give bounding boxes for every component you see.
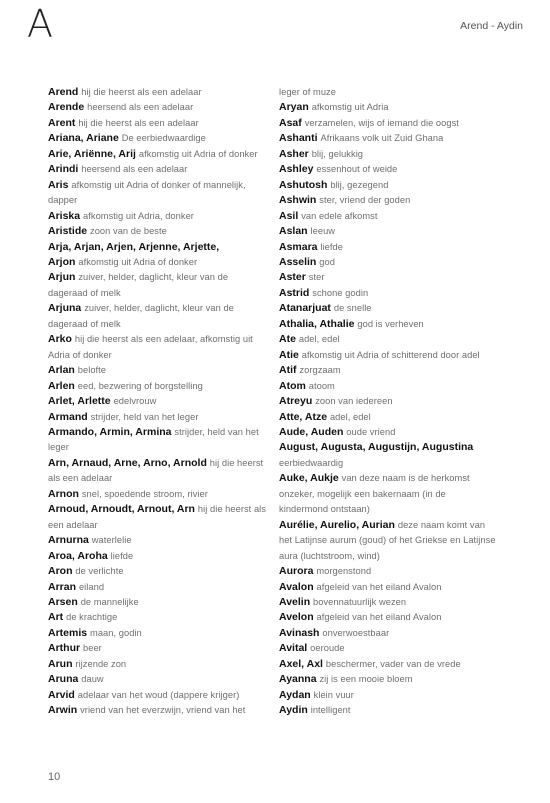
entry-name: Athalia, Athalie xyxy=(279,317,355,330)
entry-meaning: atoom xyxy=(308,380,335,391)
page-letter: A xyxy=(27,2,53,46)
entry-name: Arvid xyxy=(48,688,75,701)
entry-name: Arend xyxy=(48,86,79,98)
name-entry xyxy=(279,286,497,301)
entry-meaning: rijzende zon xyxy=(75,658,127,669)
entry-name: August, Augusta, Augustijn, Augustina xyxy=(279,441,474,454)
name-entry xyxy=(48,672,266,687)
entry-name: Armando, Armin, Armina xyxy=(48,425,172,438)
entry-meaning: van edele afkomst xyxy=(301,210,378,221)
entry-name: Art xyxy=(48,611,64,624)
name-entry xyxy=(279,270,497,285)
name-entry xyxy=(48,487,266,502)
name-entry xyxy=(279,410,497,425)
name-entry xyxy=(279,131,497,146)
name-entry xyxy=(279,178,497,193)
entry-meaning: dauw xyxy=(81,674,104,685)
entry-meaning: zuiver, helder, daglicht, kleur van de dageraad of melk xyxy=(48,303,234,329)
entry-name: Aron xyxy=(48,565,73,578)
entry-name: Avalon xyxy=(279,580,314,593)
name-entry xyxy=(279,440,497,471)
name-entry xyxy=(279,332,497,347)
entry-name: Arjun xyxy=(48,271,76,284)
entry-meaning: afgeleid van het eiland Avalon xyxy=(316,612,442,623)
name-entry xyxy=(48,332,266,363)
entry-name: Asmara xyxy=(279,240,318,253)
name-entry xyxy=(48,580,266,595)
entry-meaning: hij die heerst als een adelaar, afkomstig uit Adria of donker xyxy=(48,334,253,360)
entry-meaning: blij, gezegend xyxy=(330,179,389,190)
entry-meaning: van deze naam is de herkomst onzeker, mogelijk een bakernaam (in de kindermond ontstaan) xyxy=(279,473,470,515)
entry-meaning: de krachtige xyxy=(66,612,118,623)
entry-meaning: eiland xyxy=(78,581,105,592)
name-entry xyxy=(48,255,266,270)
name-entry xyxy=(279,348,497,363)
entry-meaning: vriend van het everzwijn, vriend van het xyxy=(80,705,246,716)
entry-name: Atie xyxy=(279,348,299,361)
entry-meaning: Afrikaans volk uit Zuid Ghana xyxy=(320,133,444,144)
entry-name: Atte, Atze xyxy=(279,410,328,423)
entry-name: Arn, Arnaud, Arne, Arno, Arnold xyxy=(48,456,207,469)
name-entry xyxy=(279,209,497,224)
entry-name: Ashley xyxy=(279,163,314,176)
entry-name: Aryan xyxy=(279,101,309,114)
name-entry xyxy=(279,641,497,656)
entry-name: Arnon xyxy=(48,487,79,500)
entry-name: Aurora xyxy=(279,565,314,578)
name-entry xyxy=(48,178,266,209)
entry-name: Arnurna xyxy=(48,534,89,547)
name-entry xyxy=(48,688,266,703)
name-entry xyxy=(48,626,266,641)
name-entry xyxy=(279,471,497,517)
entry-meaning: verzamelen, wijs of iemand die oogst xyxy=(304,117,459,128)
name-entry xyxy=(48,533,266,548)
entry-name: Artemis xyxy=(48,626,88,639)
entry-meaning: god is verheven xyxy=(357,318,424,329)
running-head: Arend - Aydin xyxy=(460,20,523,32)
name-entry xyxy=(279,147,497,162)
entry-name: Arindi xyxy=(48,163,79,176)
name-entry xyxy=(48,224,266,239)
entry-meaning: strijder, held van het leger xyxy=(90,411,199,422)
entry-name: Arie, Ariënne, Arij xyxy=(48,147,136,160)
name-entry xyxy=(48,703,266,718)
name-entry xyxy=(279,363,497,378)
entry-name: Arjon xyxy=(48,255,76,268)
entry-name: Atreyu xyxy=(279,395,313,408)
entry-name: Ayanna xyxy=(279,673,317,686)
name-entry xyxy=(48,502,266,533)
name-entry xyxy=(279,626,497,641)
entry-meaning: beer xyxy=(83,643,102,654)
entry-meaning: afkomstig uit Adria of donker xyxy=(138,148,258,159)
name-entry xyxy=(48,162,266,177)
entry-name: Atom xyxy=(279,379,306,392)
name-entry xyxy=(48,549,266,564)
entry-name: Asselin xyxy=(279,255,317,268)
entry-name: Aude, Auden xyxy=(279,425,344,438)
name-entry xyxy=(48,270,266,301)
entry-name: Avital xyxy=(279,642,308,655)
entry-meaning: heersend als een adelaar xyxy=(81,164,188,175)
entry-name: Arjuna xyxy=(48,302,82,315)
entry-meaning: intelligent xyxy=(310,705,351,716)
left-column xyxy=(48,85,266,719)
name-entry xyxy=(48,595,266,610)
name-entry xyxy=(279,224,497,239)
entry-meaning: hij die heerst als een adelaar xyxy=(78,117,199,128)
entry-name: Arnoud, Arnoudt, Arnout, Arn xyxy=(48,503,195,516)
entry-meaning: snel, spoedende stroom, rivier xyxy=(81,488,208,499)
entry-name: Aydin xyxy=(279,704,308,717)
name-entry xyxy=(279,162,497,177)
name-entry xyxy=(279,379,497,394)
entry-meaning: heersend als een adelaar xyxy=(87,102,194,113)
entry-name: Auke, Aukje xyxy=(279,472,339,485)
entry-name: Asil xyxy=(279,209,299,222)
entry-name: Arende xyxy=(48,101,85,114)
name-entry xyxy=(279,595,497,610)
entry-name: Arent xyxy=(48,116,76,129)
name-entry xyxy=(279,116,497,131)
name-entry xyxy=(48,425,266,456)
entry-meaning: adel, edel xyxy=(329,411,371,422)
name-entry xyxy=(279,301,497,316)
entry-meaning: morgenstond xyxy=(316,566,372,577)
entry-name: Arwin xyxy=(48,704,78,717)
name-entry xyxy=(48,85,266,100)
entry-meaning: essenhout of weide xyxy=(316,164,398,175)
entry-name: Ariska xyxy=(48,209,81,222)
entry-meaning: eed, bezwering of borgstelling xyxy=(77,380,203,391)
entry-name: Atif xyxy=(279,364,297,377)
entry-meaning: blij, gelukkig xyxy=(311,148,364,159)
entry-name: Ashwin xyxy=(279,194,317,207)
entry-meaning: De eerbiedwaardige xyxy=(121,133,206,144)
entry-name: Aslan xyxy=(279,225,308,238)
entry-meaning: de mannelijke xyxy=(80,596,139,607)
entry-meaning: ster, vriend der goden xyxy=(319,195,411,206)
entry-meaning: afkomstig uit Adria of donker of mannelijk, dapper xyxy=(48,179,246,206)
entry-meaning: zij is een mooie bloem xyxy=(319,674,413,685)
entry-name: Avelin xyxy=(279,595,311,608)
entry-meaning: bovennatuurlijk wezen xyxy=(313,596,407,607)
name-entry xyxy=(48,410,266,425)
entry-meaning: waterlelie xyxy=(91,535,132,546)
name-entry xyxy=(48,657,266,672)
name-entry xyxy=(279,100,497,115)
entry-name: Ate xyxy=(279,333,296,346)
entry-name: Aristide xyxy=(48,225,88,238)
name-entry xyxy=(279,657,497,672)
entry-name: Aydan xyxy=(279,688,311,701)
entry-name: Arlan xyxy=(48,364,75,377)
entry-name: Aris xyxy=(48,178,69,191)
name-entry xyxy=(279,255,497,270)
name-entry xyxy=(48,564,266,579)
entry-meaning: leeuw xyxy=(310,226,336,237)
name-entry xyxy=(279,240,497,255)
entry-meaning: adel, edel xyxy=(298,334,340,345)
name-entry xyxy=(279,317,497,332)
entry-meaning: zoon van iedereen xyxy=(315,396,393,407)
entry-meaning: eerbiedwaardig xyxy=(279,457,344,468)
name-entry xyxy=(48,641,266,656)
entry-name: Arthur xyxy=(48,642,81,655)
entry-meaning: belofte xyxy=(77,365,107,376)
entry-meaning: afkomstig uit Adria xyxy=(311,102,389,113)
entry-meaning: edelvrouw xyxy=(113,396,157,407)
entry-name: Atanarjuat xyxy=(279,302,331,315)
name-entry xyxy=(48,131,266,146)
name-entry xyxy=(279,672,497,687)
entry-name: Avinash xyxy=(279,626,320,639)
entry-name: Asaf xyxy=(279,116,302,129)
entry-name: Arun xyxy=(48,657,73,670)
entry-meaning: hij die heerst als een adelaar xyxy=(48,504,266,530)
name-entry xyxy=(48,100,266,115)
entry-name: Arsen xyxy=(48,595,78,608)
name-entry xyxy=(48,456,266,487)
name-entry xyxy=(279,394,497,409)
entry-meaning: oude vriend xyxy=(346,426,396,437)
entry-meaning: maan, godin xyxy=(90,627,142,638)
entry-name: Aurélie, Aurelio, Aurian xyxy=(279,518,395,531)
entry-name: Ariana, Ariane xyxy=(48,132,119,145)
entry-meaning: beschermer, vader van de vrede xyxy=(325,658,461,669)
name-entry xyxy=(279,518,497,564)
name-entry xyxy=(48,301,266,332)
entry-name: Ashanti xyxy=(279,132,318,145)
name-entry xyxy=(48,209,266,224)
entry-meaning: oeroude xyxy=(310,643,345,654)
name-entry xyxy=(48,363,266,378)
name-entry xyxy=(48,394,266,409)
entry-name: Asher xyxy=(279,147,309,160)
entry-meaning: de verlichte xyxy=(75,566,124,577)
entry-meaning: liefde xyxy=(320,241,343,252)
entry-name: Arran xyxy=(48,580,77,593)
entry-meaning: hij die heerst als een adelaar xyxy=(81,87,202,97)
name-entry xyxy=(48,147,266,162)
entry-meaning: liefde xyxy=(110,550,134,561)
page-number: 10 xyxy=(48,771,61,783)
name-entry xyxy=(48,610,266,625)
entry-meaning: zorgzaam xyxy=(299,365,341,376)
entry-meaning: strijder, held van het leger xyxy=(48,426,259,453)
entry-name: Aroa, Aroha xyxy=(48,549,108,562)
name-entry xyxy=(279,564,497,579)
entry-name: Arlet, Arlette xyxy=(48,395,111,408)
name-entry xyxy=(279,580,497,595)
name-entry xyxy=(279,85,497,100)
entry-meaning: adelaar van het woud (dappere krijger) xyxy=(77,689,240,700)
entry-name: Astrid xyxy=(279,286,310,299)
entry-meaning: afkomstig uit Adria of donker xyxy=(78,256,198,267)
name-entry xyxy=(279,610,497,625)
name-entry xyxy=(279,193,497,208)
name-entry xyxy=(48,116,266,131)
entry-meaning: deze naam komt van het Latijnse aurum (goud) of het Griekse en Latijnse aura (luchtstroom, wind) xyxy=(279,519,496,561)
name-entry xyxy=(48,379,266,394)
entry-meaning: afkomstig uit Adria, donker xyxy=(83,210,194,221)
entry-meaning: zoon van de beste xyxy=(90,226,167,237)
entry-meaning: ster xyxy=(308,272,325,283)
name-entry xyxy=(279,425,497,440)
entry-name: Arko xyxy=(48,333,72,346)
entry-name: Arlen xyxy=(48,379,75,392)
entry-meaning: klein vuur xyxy=(313,689,354,700)
entry-meaning: afgeleid van het eiland Avalon xyxy=(316,581,442,592)
name-entry xyxy=(48,240,266,255)
entry-meaning: zuiver, helder, daglicht, kleur van de dageraad of melk xyxy=(48,272,229,298)
entry-name: Aruna xyxy=(48,673,79,686)
entry-name: Arja, Arjan, Arjen, Arjenne, Arjette, xyxy=(48,240,220,253)
right-column xyxy=(279,85,497,719)
entry-meaning: leger of muze xyxy=(279,87,336,97)
name-entry xyxy=(279,703,497,718)
entry-name: Axel, Axl xyxy=(279,657,323,670)
entry-meaning: afkomstig uit Adria of schitterend door adel xyxy=(301,349,480,360)
entry-name: Armand xyxy=(48,410,88,423)
entry-name: Aster xyxy=(279,271,306,284)
entry-meaning: onverwoestbaar xyxy=(322,627,390,638)
entry-meaning: schone godin xyxy=(312,287,369,298)
entry-meaning: god xyxy=(319,256,335,267)
entry-meaning: hij die heerst als een adelaar xyxy=(48,457,264,484)
entry-name: Avelon xyxy=(279,611,314,624)
name-entry xyxy=(279,688,497,703)
entry-name: Ashutosh xyxy=(279,178,328,191)
entry-meaning: de snelle xyxy=(333,303,372,314)
